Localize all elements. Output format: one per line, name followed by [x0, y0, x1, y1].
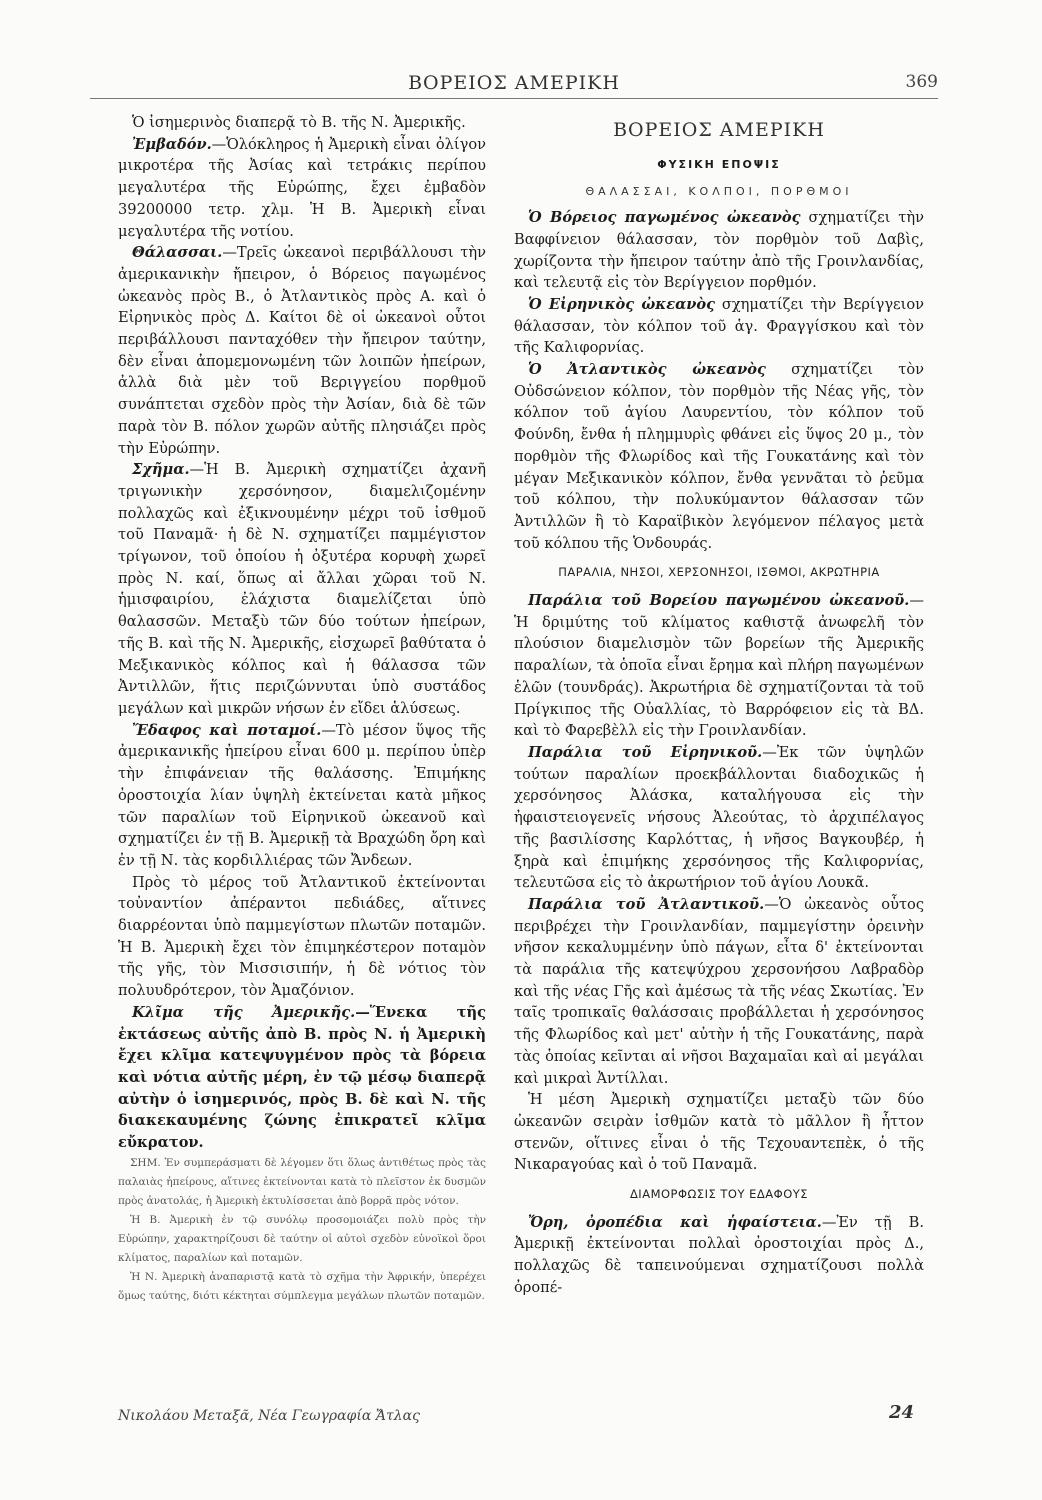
header-rule: [90, 98, 938, 99]
paragraph-text: σχηματίζει τὸν Οὐδσώνειον κόλπον, τὸν πορθμὸν τῆς Νέας γῆς, τὸν κόλπον τοῦ ἁγίου Λαυρεντίου, τὸν κόλπον τοῦ Φούνδη, ἔνθα ἡ πλημμυρὶς φθάνει εἰς ὕψος 20 μ., τὸν πορθμὸν τῆς Φλωρίδος καὶ τῆς Γουκατάνης καὶ τὸν μέγαν Μεξικανικὸν κόλπον, ἔνθα γεννᾶται τὸ ῥεῦμα τοῦ κόλπου, τὴν πολυκύμαντον θάλασσαν τῶν Ἀντιλλῶν ἢ τὸ Καραϊβικὸν λεγόμενον πέλαγος μετὰ τοῦ κόλπου τῆς Ὁνδουράς.: [514, 361, 925, 552]
paragraph-lead: Παράλια τοῦ Βορείου παγωμένου ὠκεανοῦ.: [528, 592, 910, 610]
paragraph-lead: Κλῖμα τῆς Ἀμερικῆς.: [132, 1003, 356, 1021]
footnote: Ἡ Ν. Ἀμερικὴ ἀναπαριστᾷ κατὰ τὸ σχῆμα τὴν Ἀφρικήν, ὑπερέχει ὅμως ταύτης, διότι κέκτηται σύμπλεγμα μεγάλων πλωτῶν ποταμῶν.: [118, 1270, 486, 1302]
paragraph-lead: Ὄρη, ὀροπέδια καὶ ἡφαίστεια.: [528, 1213, 822, 1231]
paragraph-lead: Ὁ Εἰρηνικὸς ὠκεανὸς: [528, 295, 716, 313]
footnote-block: [118, 1154, 486, 1306]
paragraph-text: σχηματίζει τὴν Βαφφίνειον θάλασσαν, τὸν πορθμὸν τοῦ Δαβὶς, χωρίζοντα τὴν ἤπειρον ταύτην ἀπὸ τῆς Γροινλανδίας, καὶ τελευτᾷ εἰς τὸν Βερίγγειον πορθμόν.: [514, 209, 924, 292]
paragraph-text: —Τρεῖς ὠκεανοὶ περιβάλλουσι τὴν ἀμερικανικὴν ἤπειρον, ὁ Βόρειος παγωμένος ὠκεανὸς πρὸς Β., ὁ Ἀτλαντικὸς πρὸς Α. καὶ ὁ Εἰρηνικὸς πρὸς Δ. Καίτοι δὲ οἱ ὠκεανοὶ οὗτοι περιβάλλουσι πανταχόθεν τὴν ἤπειρον ταύτην, δὲν εἶναι ἀπομεμονωμένη τῶν λοιπῶν ἠπείρων, ἀλλὰ διὰ μὲν τοῦ Βεριγγείου πορθμοῦ συνάπτεται σχεδὸν πρὸς τὴν Ἀσίαν, διὰ δὲ τῶν παρὰ τὸν Β. πόλον χωρῶν αὐτῆς πλησιάζει πρὸς τὴν Εὐρώπην.: [118, 244, 486, 457]
section-title: ΒΟΡΕΙΟΣ ΑΜΕΡΙΚΗ: [613, 119, 825, 141]
paragraph-lead: Ἐμβαδόν.: [132, 135, 212, 153]
section-subheading: ΘΑΛΑΣΣΑΙ, ΚΟΛΠΟΙ, ΠΟΡΘΜΟΙ: [585, 185, 853, 199]
paragraph-lead: Ἔδαφος καὶ ποταμοί.: [132, 721, 322, 739]
paragraph-text: —Τὸ μέσον ὕψος τῆς ἀμερικανικῆς ἠπείρου εἶναι 600 μ. περίπου ὑπὲρ τὴν ἐπιφάνειαν τῆς θαλάσσης. Ἐπιμήκης ὀροστοιχία λίαν ὑψηλὴ ἐκτείνεται κατὰ μῆκος τῶν παραλίων τοῦ Εἰρηνικοῦ ὠκεανοῦ καὶ σχηματίζει ἐν τῇ Β. Ἀμερικῇ τὰ Βραχώδη ὄρη καὶ ἐν τῇ Ν. τὰς κορδιλλιέρας τῶν Ἄνδεων.: [118, 721, 486, 869]
paragraph: Ὁ ἰσημερινὸς διαπερᾷ τὸ Β. τῆς Ν. Ἀμερικῆς.: [132, 114, 466, 131]
left-column: [118, 112, 486, 1306]
paragraph: [118, 720, 486, 872]
paragraph: Πρὸς τὸ μέρος τοῦ Ἀτλαντικοῦ ἐκτείνονται τοὐναντίον ἀπέραντοι πεδιάδες, αἵτινες διαρρέονται ὑπὸ παμμεγίστων πλωτῶν ποταμῶν. Ἡ Β. Ἀμερικὴ ἔχει τὸν ἐπιμηκέστερον ποταμὸν τῆς γῆς, τὸν Μισσισιπήν, ἡ δὲ νότιος τὸν πολυυδρότερον, τὸν Ἀμαζόνιον.: [118, 873, 486, 1000]
paragraph-text: —Ὁ ὠκεανὸς οὗτος περιβρέχει τὴν Γροινλανδίαν, παμμεγίστην ὀρεινὴν νῆσον κεκαλυμμένην ὑπὸ πάγων, εἶτα δ' ἐκτείνονται τὰ παράλια τῆς κατεψύχρου χερσονήσου Λαβραδὸρ καὶ τῆς νέας Γῆς καὶ ἀμέσως τὰ τῆς νέας Σκωτίας. Ἐν ταῖς τροπικαῖς θαλάσσαις προβάλλεται ἡ χερσόνησος τῆς Φλωρίδος καὶ μετ' αὐτὴν ἡ τῆς Γουκατάνης, παρὰ τὰς ὁποίας κεῖνται αἱ νῆσοι Βαχαμαῖαι καὶ αἱ μεγάλαι καὶ μικραὶ Ἀντίλλαι.: [514, 895, 924, 1087]
section-heading: ΠΑΡΑΛΙΑ, ΝΗΣΟΙ, ΧΕΡΣΟΝΗΣΟΙ, ΙΣΘΜΟΙ, ΑΚΡΩΤΗΡΙΑ: [558, 565, 880, 580]
paragraph-text: σχηματίζει τὴν Βερίγγειον θάλασσαν, τὸν κόλπον τοῦ ἁγ. Φραγγίσκου καὶ τὸν τῆς Καλιφορνίας.: [514, 295, 925, 357]
footer-credit: Νικολάου Μεταξᾶ, Νέα Γεωγραφία Ἄτλας: [118, 1408, 420, 1424]
paragraph: [514, 294, 924, 359]
paragraph-lead: Παράλια τοῦ Ἀτλαντικοῦ.: [528, 895, 765, 913]
paragraph: [118, 459, 486, 719]
paragraph: [514, 742, 924, 894]
paragraph-lead: Ὁ Ἀτλαντικὸς ὠκεανὸς: [528, 361, 766, 379]
section-heading: ΔΙΑΜΟΡΦΩΣΙΣ ΤΟΥ ΕΔΑΦΟΥΣ: [629, 1187, 809, 1202]
footnote: Ἡ Β. Ἀμερικὴ ἐν τῷ συνόλῳ προσομοιάζει πολὺ πρὸς τὴν Εὐρώπην, χαρακτηρίζουσι δὲ ταύτην οἱ αὐτοὶ σχεδὸν εὐνοϊκοὶ ὅροι κλίματος, παραλίων καὶ ποταμῶν.: [118, 1213, 486, 1264]
paragraph-text: —Ἡ δριμύτης τοῦ κλίματος καθιστᾷ ἀνωφελῆ τὸν πλούσιον διαμελισμὸν τῶν βορείων τῆς Ἀμερικῆς παραλίων, τὰ ὁποῖα εἶναι ἔρημα καὶ πλήρη παγωμένων ἑλῶν (τουνδράς). Ἀκρωτήρια δὲ σχηματίζονται τὰ τοῦ Πρίγκιπος τῆς Οὐαλλίας, τὸ Βαρρόφειον εἰς τὰ ΒΔ. καὶ τὸ Φαρεβὲλλ εἰς τὴν Γροινλανδίαν.: [514, 592, 924, 740]
paragraph: [118, 134, 486, 243]
paragraph: [514, 1212, 924, 1299]
paragraph-text: —Ἕνεκα τῆς ἐκτάσεως αὐτῆς ἀπὸ Β. πρὸς Ν. ἡ Ἀμερικὴ ἔχει κλῖμα κατεψυγμένον πρὸς τὰ βόρεια καὶ νότια αὐτῆς μέρη, ἐν τῷ μέσῳ διαπερᾷ αὐτὴν ὁ ἰσημερινός, πρὸς Β. δὲ καὶ Ν. τῆς διακεκαυμένης ζώνης ἐπικρατεῖ κλῖμα εὔκρατον.: [118, 1003, 487, 1152]
paragraph: [514, 590, 924, 742]
right-column: [514, 112, 924, 1299]
paragraph-lead: Θάλασσαι.: [132, 244, 223, 262]
paragraph: [118, 242, 486, 459]
running-header: [90, 72, 938, 98]
paragraph-text: —Ἐκ τῶν ὑψηλῶν τούτων παραλίων προεκβάλλονται διαδοχικῶς ἡ χερσόνησος Ἀλάσκα, καταλήγουσα εἰς τὴν ἠφαιστειογενεῖς νήσους Ἀλεούτας, τὸ ἀρχιπέλαγος τῆς βασιλίσσης Καρλόττας, ἡ νῆσος Βαγκουβέρ, ἡ ξηρὰ καὶ ἐπιμήκης χερσόνησος τῆς Καλιφορνίας, τελευτῶσα εἰς τὸ ἀκρωτήριον τοῦ ἁγίου Λουκᾶ.: [514, 743, 925, 892]
paragraph: [118, 1002, 486, 1154]
paragraph-text: —Ὁλόκληρος ἡ Ἀμερικὴ εἶναι ὀλίγον μικροτέρα τῆς Ἀσίας καὶ τετράκις περίπου μεγαλυτέρα τῆς Εὐρώπης, ἔχει ἐμβαδὸν 39200000 τετρ. χλμ. Ἡ Β. Ἀμερικὴ εἶναι μεγαλυτέρα τῆς νοτίου.: [118, 135, 486, 240]
paragraph: [514, 894, 924, 1089]
paragraph-lead: Σχῆμα.: [132, 461, 190, 479]
paragraph-text: —Ἡ Β. Ἀμερικὴ σχηματίζει ἀχανῆ τριγωνικὴν χερσόνησον, διαμελιζομένην πολλαχῶς καὶ ἐξικνουμένην μέχρι τοῦ ἰσθμοῦ τοῦ Παναμᾶ· ἡ δὲ Ν. σχηματίζει παμμέγιστον τρίγωνον, τοῦ ὁποίου ἡ ὀξυτέρα κορυφὴ χωρεῖ πρὸς Ν. καί, ὅπως αἱ ἄλλαι χῶραι τοῦ Ν. ἡμισφαιρίου, ἐλάχιστα διαμελίζεται ὑπὸ θαλασσῶν. Μεταξὺ τῶν δύο τούτων ἠπείρων, τῆς Β. καὶ τῆς Ν. Ἀμερικῆς, εἰσχωρεῖ βαθύτατα ὁ Μεξικανικὸς κόλπος καὶ ἡ θάλασσα τῶν Ἀντιλλῶν, ἥτις περιζώννυται ὑπὸ συστάδος μεγάλων καὶ μικρῶν νήσων ἐν εἴδει ἁλύσεως.: [118, 461, 486, 717]
paragraph: Ἡ μέση Ἀμερικὴ σχηματίζει μεταξὺ τῶν δύο ὠκεανῶν σειρὰν ἰσθμῶν κατὰ τὸ μᾶλλον ἢ ἧττον στενῶν, οἵτινες εἶναι ὁ τῆς Τεχουαντεπὲκ, ὁ τῆς Νικαραγούας καὶ ὁ τοῦ Παναμᾶ.: [514, 1091, 924, 1174]
paragraph-lead: Παράλια τοῦ Εἰρηνικοῦ.: [528, 743, 763, 761]
footnote: ΣΗΜ. Ἐν συμπεράσματι δὲ λέγομεν ὅτι ὅλως ἀντιθέτως πρὸς τὰς παλαιὰς ἠπείρους, αἵτινες ἐκτείνονται κατὰ τὸ πλεῖστον ἐκ δυσμῶν πρὸς ἀνατολάς, ἡ Ἀμερικὴ ἐκτυλίσσεται ἀπὸ βορρᾶ πρὸς νότον.: [118, 1156, 486, 1207]
section-subtitle: ΦΥΣΙΚΗ ΕΠΟΨΙΣ: [657, 157, 781, 171]
page-number: 369: [905, 72, 938, 92]
paragraph: [514, 207, 924, 294]
paragraph-text: —Ἐν τῇ Β. Ἀμερικῇ ἐκτείνονται πολλαὶ ὀροστοιχίαι πρὸς Δ., πολλαχῶς δὲ ταπεινούμεναι σχηματίζουσι πολλὰ ὀροπέ-: [514, 1213, 925, 1296]
paragraph: [514, 359, 924, 554]
signature-mark: 24: [888, 1402, 914, 1423]
running-title: ΒΟΡΕΙΟΣ ΑΜΕΡΙΚΗ: [408, 72, 620, 94]
paragraph-lead: Ὁ Βόρειος παγωμένος ὠκεανὸς: [528, 209, 801, 227]
